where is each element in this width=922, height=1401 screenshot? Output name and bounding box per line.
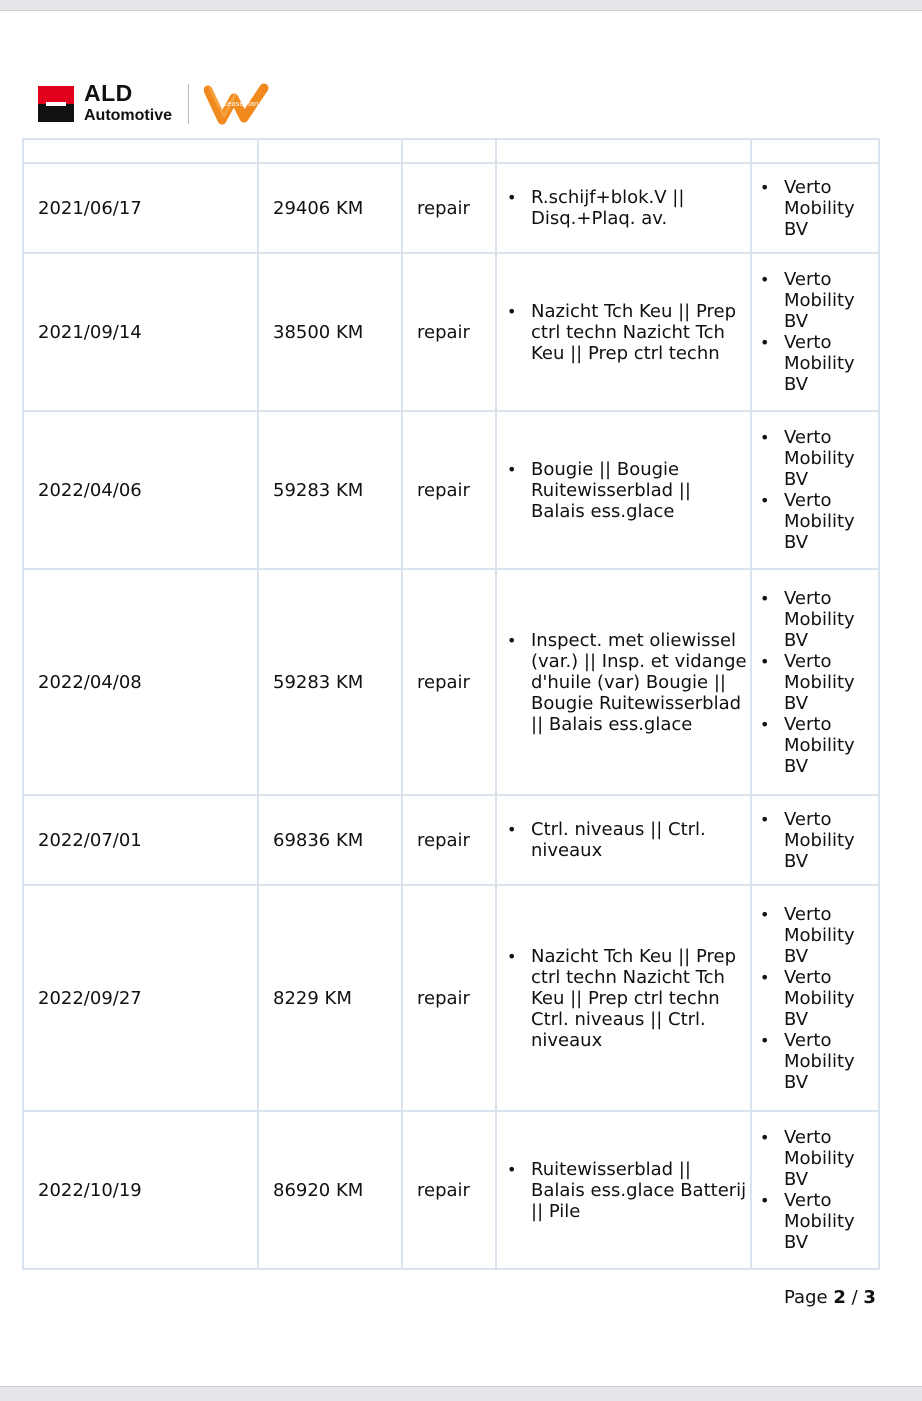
workshop-cell bbox=[751, 411, 879, 569]
mileage-cell: 86920 KM bbox=[258, 1111, 402, 1269]
top-edge bbox=[0, 0, 922, 11]
date-cell: 2022/09/27 bbox=[23, 885, 258, 1111]
table-row bbox=[23, 1111, 879, 1269]
description-item: • Ruitewisserblad || Balais ess.glace Batterij || Pile bbox=[507, 1159, 750, 1222]
workshop-item: • Verto Mobility BV bbox=[760, 332, 878, 395]
description-cell bbox=[496, 411, 751, 569]
mileage-cell: 59283 KM bbox=[258, 569, 402, 795]
mileage-cell: 69836 KM bbox=[258, 795, 402, 885]
workshop-item: • Verto Mobility BV bbox=[760, 1127, 878, 1190]
workshop-item: • Verto Mobility BV bbox=[760, 427, 878, 490]
page-separator: / bbox=[851, 1287, 858, 1308]
workshop-item: • Verto Mobility BV bbox=[760, 967, 878, 1030]
page-number bbox=[784, 1287, 876, 1308]
type-cell: repair bbox=[402, 411, 496, 569]
date-cell: 2021/06/17 bbox=[23, 163, 258, 253]
description-cell bbox=[496, 569, 751, 795]
ald-logo-text bbox=[84, 82, 172, 124]
description-cell bbox=[496, 795, 751, 885]
leaseplan-logo bbox=[204, 82, 276, 126]
date-cell: 2022/07/01 bbox=[23, 795, 258, 885]
type-cell: repair bbox=[402, 885, 496, 1111]
ald-name: ALD bbox=[84, 80, 133, 106]
current-page: 2 bbox=[833, 1287, 846, 1308]
workshop-cell bbox=[751, 1111, 879, 1269]
table-row bbox=[23, 569, 879, 795]
table-row bbox=[23, 163, 879, 253]
maintenance-history-table bbox=[22, 138, 880, 1270]
workshop-cell bbox=[751, 795, 879, 885]
type-cell: repair bbox=[402, 569, 496, 795]
workshop-item: • Verto Mobility BV bbox=[760, 904, 878, 967]
type-cell: repair bbox=[402, 795, 496, 885]
date-cell: 2021/09/14 bbox=[23, 253, 258, 411]
workshop-item: • Verto Mobility BV bbox=[760, 490, 878, 553]
type-cell: repair bbox=[402, 253, 496, 411]
type-cell: repair bbox=[402, 1111, 496, 1269]
description-cell bbox=[496, 253, 751, 411]
mileage-cell: 38500 KM bbox=[258, 253, 402, 411]
description-item: • Inspect. met oliewissel (var.) || Insp. et vidange d'huile (var) Bougie || Bougie Ruitewisserblad || Balais ess.glace bbox=[507, 630, 750, 735]
workshop-item: • Verto Mobility BV bbox=[760, 1030, 878, 1093]
description-cell bbox=[496, 163, 751, 253]
header-logos bbox=[38, 82, 298, 126]
workshop-cell bbox=[751, 253, 879, 411]
table-row bbox=[23, 411, 879, 569]
workshop-item: • Verto Mobility BV bbox=[760, 809, 878, 872]
workshop-item: • Verto Mobility BV bbox=[760, 1190, 878, 1253]
logo-divider bbox=[188, 84, 189, 124]
description-item: • Nazicht Tch Keu || Prep ctrl techn Nazicht Tch Keu || Prep ctrl techn bbox=[507, 301, 750, 364]
type-cell: repair bbox=[402, 163, 496, 253]
mileage-cell: 59283 KM bbox=[258, 411, 402, 569]
ald-subname: Automotive bbox=[84, 107, 172, 124]
mileage-cell: 29406 KM bbox=[258, 163, 402, 253]
workshop-cell bbox=[751, 885, 879, 1111]
description-item: • R.schijf+blok.V || Disq.+Plaq. av. bbox=[507, 187, 750, 229]
table-row bbox=[23, 795, 879, 885]
description-cell bbox=[496, 1111, 751, 1269]
date-cell: 2022/10/19 bbox=[23, 1111, 258, 1269]
date-cell: 2022/04/06 bbox=[23, 411, 258, 569]
ald-logo-mark bbox=[38, 86, 74, 122]
bottom-edge bbox=[0, 1386, 922, 1401]
mileage-cell: 8229 KM bbox=[258, 885, 402, 1111]
description-item: • Ctrl. niveaus || Ctrl. niveaux bbox=[507, 819, 750, 861]
description-item: • Bougie || Bougie Ruitewisserblad || Balais ess.glace bbox=[507, 459, 750, 522]
workshop-cell bbox=[751, 569, 879, 795]
description-item: • Nazicht Tch Keu || Prep ctrl techn Nazicht Tch Keu || Prep ctrl techn Ctrl. niveaus || Ctrl. niveaux bbox=[507, 946, 750, 1051]
workshop-cell bbox=[751, 163, 879, 253]
page-word: Page bbox=[784, 1287, 828, 1308]
table-header-row bbox=[23, 139, 879, 163]
workshop-item: • Verto Mobility BV bbox=[760, 651, 878, 714]
workshop-item: • Verto Mobility BV bbox=[760, 714, 878, 777]
workshop-item: • Verto Mobility BV bbox=[760, 177, 878, 240]
table-row bbox=[23, 253, 879, 411]
total-pages: 3 bbox=[863, 1287, 876, 1308]
leaseplan-name: LeasePlan bbox=[223, 100, 259, 108]
workshop-item: • Verto Mobility BV bbox=[760, 588, 878, 651]
workshop-item: • Verto Mobility BV bbox=[760, 269, 878, 332]
date-cell: 2022/04/08 bbox=[23, 569, 258, 795]
description-cell bbox=[496, 885, 751, 1111]
table-row bbox=[23, 885, 879, 1111]
